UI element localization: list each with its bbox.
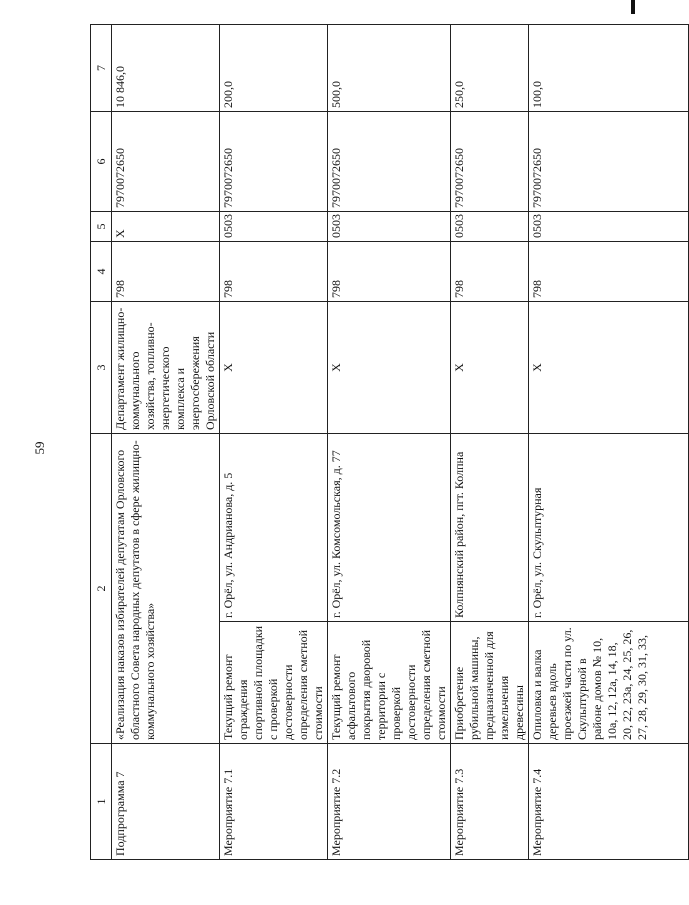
row-amount: 250,0: [451, 25, 529, 112]
subprogram-rzpr: X: [112, 212, 220, 242]
subprogram-row: [112, 25, 220, 860]
row-address: г. Орёл, ул. Андрианова, д. 5: [220, 434, 328, 622]
header-col-7: 7: [91, 25, 112, 112]
row-amount: 500,0: [328, 25, 451, 112]
corner-mark: [631, 0, 635, 14]
row-csr: 7970072650: [451, 112, 529, 212]
subprogram-code: Подпрограмма 7: [112, 744, 220, 860]
row-grbs: 798: [220, 242, 328, 302]
row-code: Мероприятие 7.1: [220, 744, 328, 860]
page-number: 59: [32, 441, 47, 455]
row-grbs: 798: [451, 242, 529, 302]
row-rzpr: 0503: [529, 212, 689, 242]
row-name: Текущий ремонт ограждения спортивной площадки с проверкой достоверности определения сметной стоимости: [220, 622, 328, 744]
row-executor: X: [451, 302, 529, 434]
row-rzpr: 0503: [328, 212, 451, 242]
row-grbs: 798: [529, 242, 689, 302]
row-amount: 100,0: [529, 25, 689, 112]
header-col-4: 4: [91, 242, 112, 302]
rotated-table: [90, 25, 649, 860]
header-col-5: 5: [91, 212, 112, 242]
row-code: Мероприятие 7.4: [529, 744, 689, 860]
subprogram-grbs: 798: [112, 242, 220, 302]
row-amount: 200,0: [220, 25, 328, 112]
row-address: г. Орёл, ул. Скульптурная: [529, 434, 689, 622]
row-executor: X: [328, 302, 451, 434]
header-col-6: 6: [91, 112, 112, 212]
subprogram-name: «Реализация наказов избирателей депутатам Орловского областного Совета народных депутатов в сфере жилищно-коммунального хозяйства»: [112, 434, 220, 744]
subprogram-amount: 10 846,0: [112, 25, 220, 112]
row-executor: X: [220, 302, 328, 434]
header-row: [91, 25, 112, 860]
row-name: Опиловка и валка деревьев вдоль проезжей части по ул. Скульптурной в районе домов № 10, 10а, 12, 12а, 14, 18, 20, 22, 23а, 24, 25, 26, 27, 28, 29, 30, 31, 33,: [529, 622, 689, 744]
row-executor: X: [529, 302, 689, 434]
row-code: Мероприятие 7.3: [451, 744, 529, 860]
row-csr: 7970072650: [328, 112, 451, 212]
table-row: [451, 25, 529, 860]
header-col-3: 3: [91, 302, 112, 434]
row-csr: 7970072650: [529, 112, 689, 212]
subprogram-executor: Департамент жилищно-коммунального хозяйства, топливно-энергетического комплекса и энергосбережения Орловской области: [112, 302, 220, 434]
row-rzpr: 0503: [220, 212, 328, 242]
row-grbs: 798: [328, 242, 451, 302]
row-address: Колпнянский район, пгт. Колпна: [451, 434, 529, 622]
row-name: Приобретение рубильной машины, предназначенной для измельчения древесины: [451, 622, 529, 744]
row-code: Мероприятие 7.2: [328, 744, 451, 860]
row-name: Текущий ремонт асфальтового покрытия дворовой территории с проверкой достоверности определения сметной стоимости: [328, 622, 451, 744]
row-address: г. Орёл, ул. Комсомольская, д. 77: [328, 434, 451, 622]
table-row: [328, 25, 451, 860]
table-row: [220, 25, 328, 860]
header-col-2: 2: [91, 434, 112, 744]
row-csr: 7970072650: [220, 112, 328, 212]
program-table: [90, 24, 689, 860]
table-row: [529, 25, 689, 860]
row-rzpr: 0503: [451, 212, 529, 242]
subprogram-csr: 7970072650: [112, 112, 220, 212]
header-col-1: 1: [91, 744, 112, 860]
